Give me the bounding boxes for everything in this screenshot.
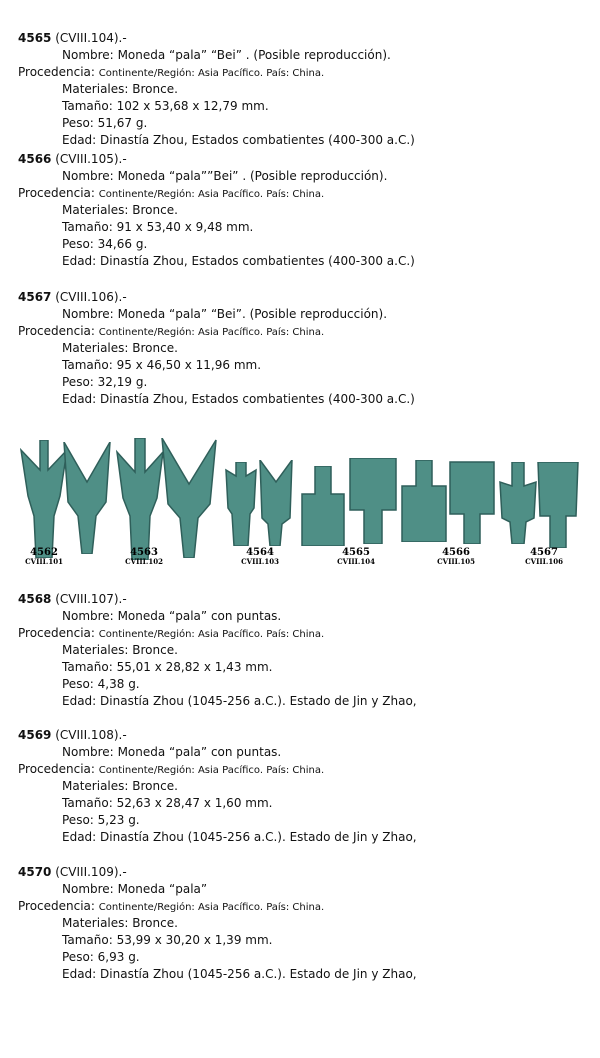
entry-code: (CVIII.106).- [55,290,127,304]
edad-value: Dinastía Zhou, Estados combatientes (400-300 a.C.) [100,392,415,406]
spade-coin-image [300,466,346,546]
nombre-row [18,168,588,185]
nombre-value: Moneda “pala” “Bei”. (Posible reproducción). [117,307,388,321]
nombre-label: Nombre: [62,609,114,623]
caption-number: 4563 [130,547,158,558]
edad-row [18,966,588,983]
tamano-value: 55,01 x 28,82 x 1,43 mm. [116,660,273,674]
materiales-value: Bronce. [132,203,178,217]
procedencia-label: Procedencia: [18,324,95,338]
entry-header [18,727,588,744]
procedencia-value: Continente/Región: Asia Pacífico. País: China. [98,765,325,776]
entry-code: (CVIII.104).- [55,31,127,45]
peso-label: Peso: [62,950,94,964]
caption-code: CVIII.106 [525,557,563,566]
tamano-value: 52,63 x 28,47 x 1,60 mm. [116,796,273,810]
spade-coin-image [116,438,164,560]
tamano-row [18,659,588,676]
procedencia-label: Procedencia: [18,762,95,776]
edad-label: Edad: [62,254,97,268]
edad-row [18,391,588,408]
tamano-row [18,357,588,374]
materiales-label: Materiales: [62,341,129,355]
tamano-value: 95 x 46,50 x 11,96 mm. [116,358,262,372]
nombre-row [18,47,588,64]
procedencia-row [18,761,588,778]
spade-coin-image [348,458,398,544]
peso-label: Peso: [62,375,94,389]
peso-value: 6,93 g. [97,950,140,964]
peso-label: Peso: [62,116,94,130]
tamano-value: 102 x 53,68 x 12,79 mm. [116,99,269,113]
procedencia-label: Procedencia: [18,899,95,913]
tamano-label: Tamaño: [62,99,113,113]
nombre-value: Moneda “pala” con puntas. [117,745,282,759]
entry-header [18,864,588,881]
peso-label: Peso: [62,237,94,251]
spade-coin-image [160,438,218,558]
tamano-label: Tamaño: [62,796,113,810]
peso-label: Peso: [62,677,94,691]
tamano-value: 91 x 53,40 x 9,48 mm. [116,220,254,234]
caption-code: CVIII.103 [241,557,279,566]
nombre-label: Nombre: [62,48,114,62]
catalog-entry-4566 [18,151,588,270]
coin-photo-strip [20,432,582,572]
entry-number: 4566 [18,152,52,166]
spade-coin-image [224,462,258,546]
edad-value: Dinastía Zhou, Estados combatientes (400-300 a.C.) [100,133,415,147]
nombre-value: Moneda “pala””Bei” . (Posible reproducción). [117,169,388,183]
edad-label: Edad: [62,133,97,147]
materiales-row [18,340,588,357]
procedencia-row [18,185,588,202]
procedencia-row [18,323,588,340]
nombre-row [18,881,588,898]
materiales-row [18,915,588,932]
tamano-row [18,219,588,236]
entry-number: 4567 [18,290,52,304]
edad-row [18,253,588,270]
caption-number: 4564 [246,547,274,558]
entry-number: 4570 [18,865,52,879]
procedencia-label: Procedencia: [18,186,95,200]
coin-caption-4563 [120,547,168,566]
materiales-value: Bronce. [132,643,178,657]
entry-header [18,289,588,306]
edad-row [18,132,588,149]
caption-number: 4562 [30,547,58,558]
edad-label: Edad: [62,967,97,981]
materiales-label: Materiales: [62,643,129,657]
coin-caption-4565 [332,547,380,566]
tamano-label: Tamaño: [62,660,113,674]
edad-value: Dinastía Zhou, Estados combatientes (400-300 a.C.) [100,254,415,268]
catalog-entry-4567 [18,289,588,408]
peso-value: 34,66 g. [97,237,148,251]
edad-value: Dinastía Zhou (1045-256 a.C.). Estado de Jin y Zhao, [100,830,417,844]
spade-coin-image [256,460,296,546]
peso-row [18,374,588,391]
caption-code: CVIII.104 [337,557,375,566]
procedencia-row [18,898,588,915]
coin-caption-4566 [432,547,480,566]
catalog-entry-4568 [18,591,588,710]
caption-code: CVIII.102 [125,557,163,566]
coin-caption-4567 [520,547,568,566]
procedencia-value: Continente/Región: Asia Pacífico. País: China. [98,68,325,79]
procedencia-value: Continente/Región: Asia Pacífico. País: China. [98,629,325,640]
materiales-label: Materiales: [62,779,129,793]
entry-number: 4565 [18,31,52,45]
tamano-row [18,98,588,115]
peso-value: 32,19 g. [97,375,148,389]
entry-code: (CVIII.105).- [55,152,127,166]
caption-code: CVIII.105 [437,557,475,566]
edad-label: Edad: [62,694,97,708]
entry-code: (CVIII.109).- [55,865,127,879]
nombre-label: Nombre: [62,307,114,321]
nombre-row [18,306,588,323]
entry-header [18,151,588,168]
procedencia-label: Procedencia: [18,626,95,640]
caption-number: 4567 [530,547,558,558]
peso-label: Peso: [62,813,94,827]
caption-number: 4565 [342,547,370,558]
nombre-label: Nombre: [62,882,114,896]
nombre-value: Moneda “pala” “Bei” . (Posible reproducción). [117,48,391,62]
entry-header [18,591,588,608]
spade-coin-image [62,442,112,554]
materiales-label: Materiales: [62,82,129,96]
spade-coin-image [400,460,448,542]
nombre-row [18,744,588,761]
procedencia-row [18,64,588,81]
tamano-label: Tamaño: [62,933,113,947]
spade-coin-image [536,462,580,548]
spade-coin-image [448,460,496,544]
tamano-value: 53,99 x 30,20 x 1,39 mm. [116,933,273,947]
catalog-entry-4570 [18,864,588,983]
coin-caption-4564 [236,547,284,566]
peso-row [18,676,588,693]
materiales-value: Bronce. [132,779,178,793]
nombre-value: Moneda “pala” [117,882,208,896]
tamano-label: Tamaño: [62,358,113,372]
entry-number: 4568 [18,592,52,606]
coin-caption-4562 [20,547,68,566]
materiales-label: Materiales: [62,203,129,217]
peso-value: 51,67 g. [97,116,148,130]
procedencia-value: Continente/Región: Asia Pacífico. País: China. [98,189,325,200]
peso-row [18,812,588,829]
edad-row [18,829,588,846]
peso-row [18,949,588,966]
tamano-label: Tamaño: [62,220,113,234]
edad-row [18,693,588,710]
materiales-value: Bronce. [132,916,178,930]
entry-code: (CVIII.107).- [55,592,127,606]
entry-code: (CVIII.108).- [55,728,127,742]
entry-header [18,30,588,47]
catalog-entry-4569 [18,727,588,846]
materiales-label: Materiales: [62,916,129,930]
spade-coin-image [20,440,68,558]
nombre-row [18,608,588,625]
edad-value: Dinastía Zhou (1045-256 a.C.). Estado de Jin y Zhao, [100,967,417,981]
materiales-row [18,642,588,659]
peso-row [18,236,588,253]
nombre-value: Moneda “pala” con puntas. [117,609,282,623]
materiales-row [18,202,588,219]
entry-number: 4569 [18,728,52,742]
caption-code: CVIII.101 [25,557,63,566]
edad-value: Dinastía Zhou (1045-256 a.C.). Estado de Jin y Zhao, [100,694,417,708]
nombre-label: Nombre: [62,745,114,759]
peso-value: 5,23 g. [97,813,140,827]
nombre-label: Nombre: [62,169,114,183]
procedencia-label: Procedencia: [18,65,95,79]
procedencia-row [18,625,588,642]
catalog-entry-4565 [18,30,588,149]
materiales-row [18,778,588,795]
tamano-row [18,795,588,812]
caption-number: 4566 [442,547,470,558]
edad-label: Edad: [62,392,97,406]
tamano-row [18,932,588,949]
procedencia-value: Continente/Región: Asia Pacífico. País: China. [98,902,325,913]
edad-label: Edad: [62,830,97,844]
peso-row [18,115,588,132]
spade-coin-image [498,462,538,544]
procedencia-value: Continente/Región: Asia Pacífico. País: China. [98,327,325,338]
peso-value: 4,38 g. [97,677,140,691]
materiales-value: Bronce. [132,341,178,355]
materiales-value: Bronce. [132,82,178,96]
materiales-row [18,81,588,98]
